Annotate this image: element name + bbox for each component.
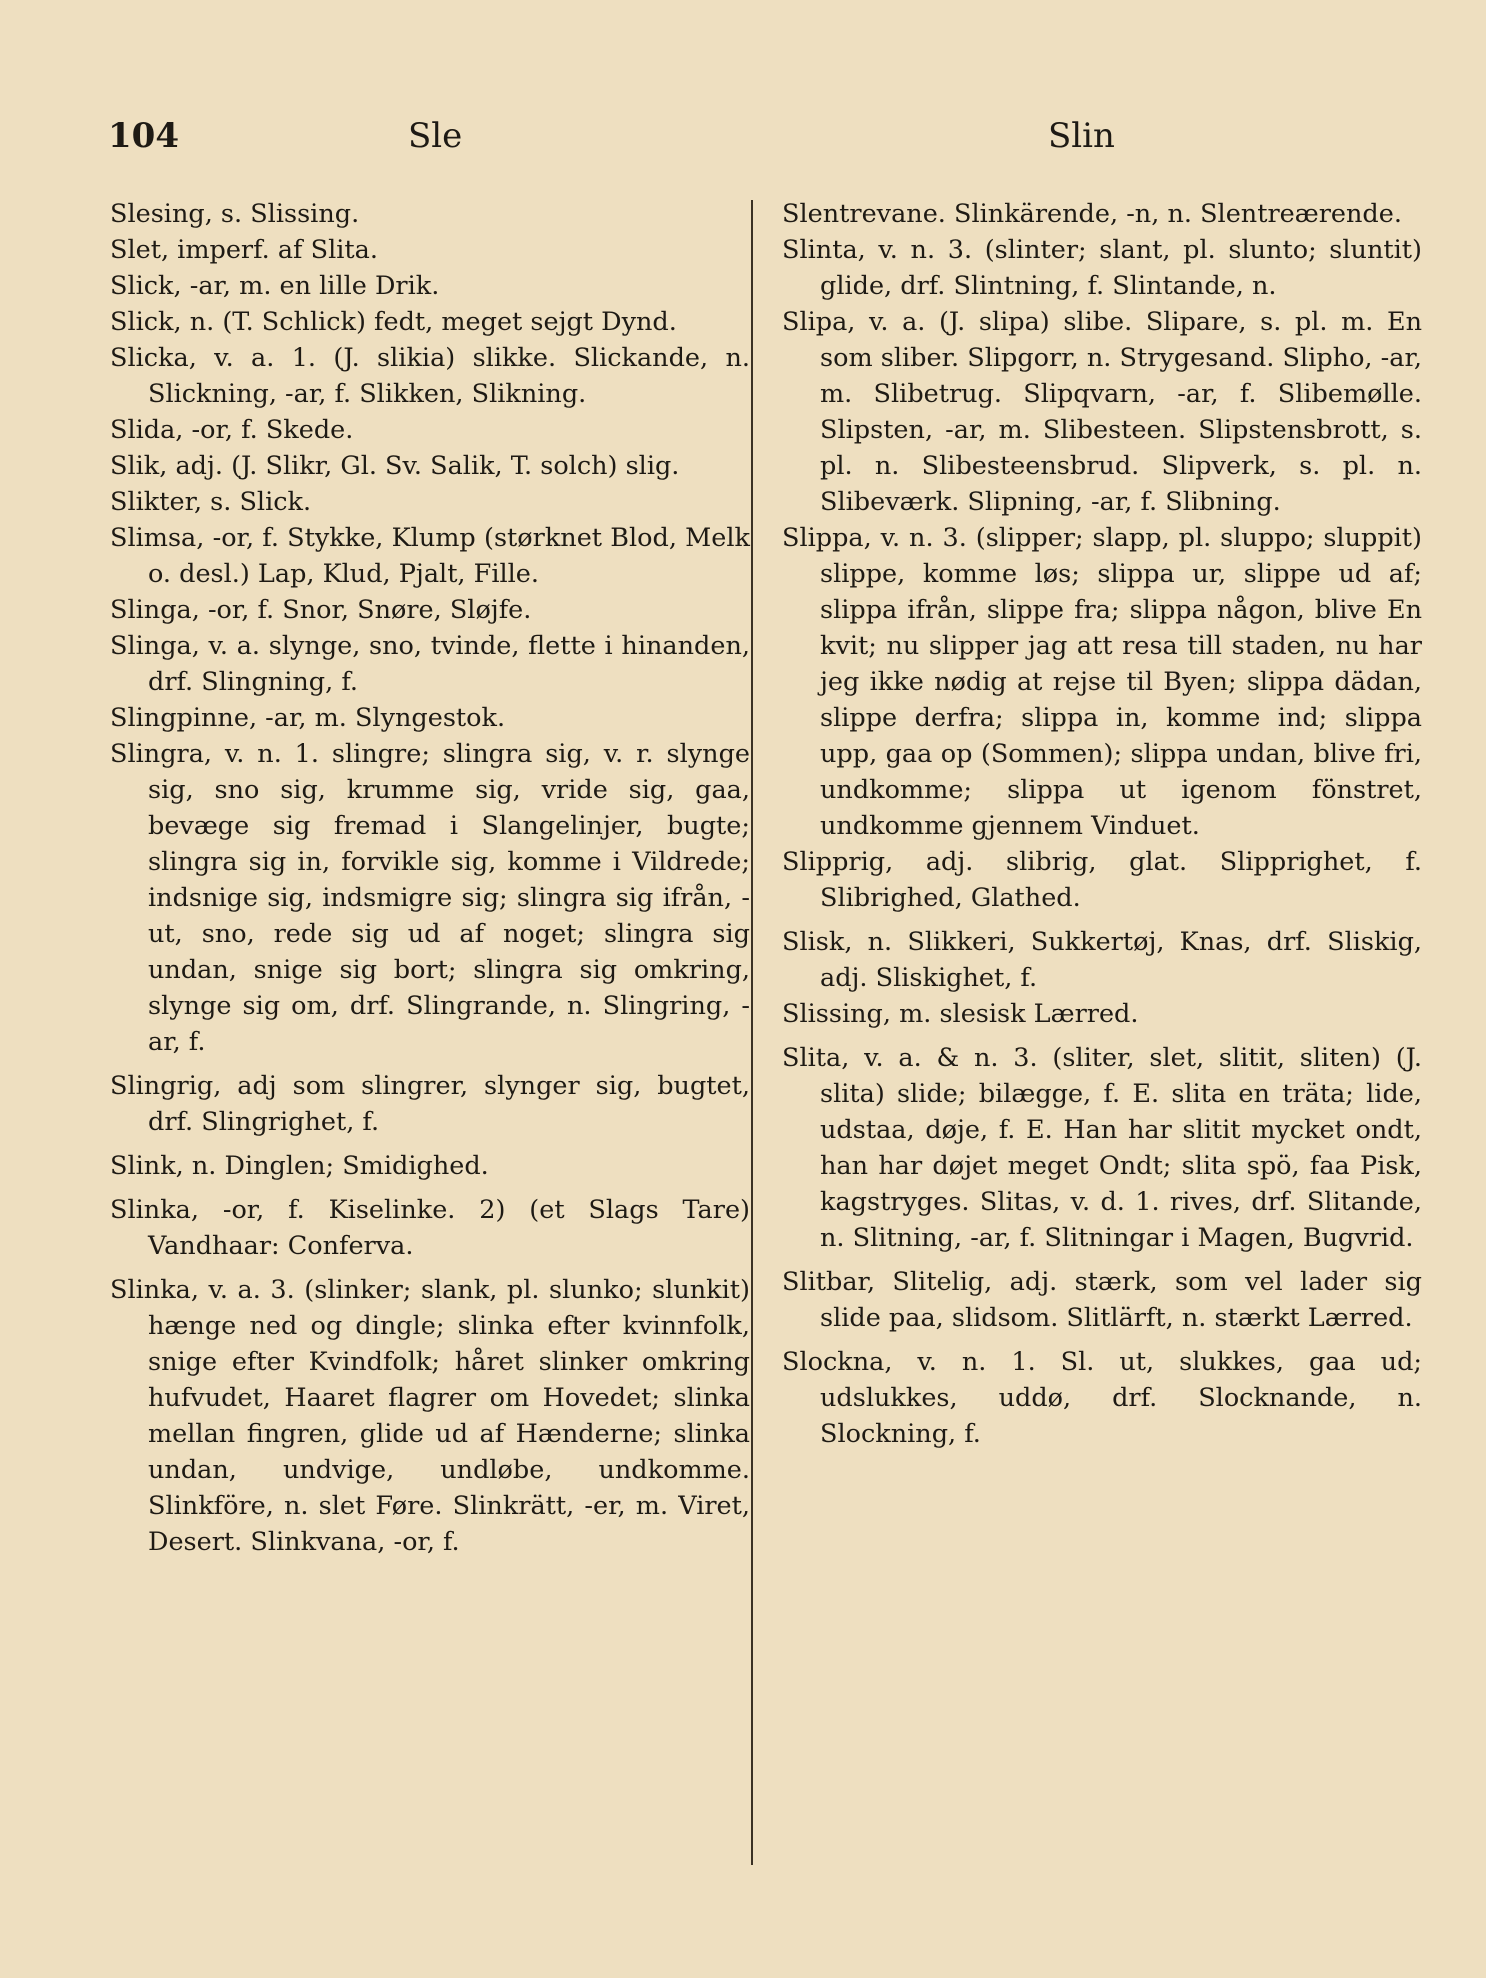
dictionary-entry: Slitbar, Slitelig, adj. stærk, som vel lader sig slide paa, slidsom. Slitlärft, n. stærkt Lærred. — [782, 1267, 1422, 1333]
dictionary-entry: Slingpinne, -ar, m. Slyngestok. — [110, 703, 506, 733]
dictionary-entry: Slinga, -or, f. Snor, Snøre, Sløjfe. — [110, 595, 532, 625]
dictionary-entry: Slinka, -or, f. Kiselinke. 2) (et Slags Tare) Vandhaar: Conferva. — [110, 1195, 750, 1261]
dictionary-entry: Slink, n. Dinglen; Smidighed. — [110, 1151, 489, 1181]
guide-word-left: Sle — [408, 116, 463, 156]
dictionary-entry: Slita, v. a. & n. 3. (sliter, slet, slitit, sliten) (J. slita) slide; bilægge, f. E. slita en träta; lide, udstaa, døje, f. E. Han har slitit mycket ondt, han har døjet meget Ondt; slita spö, faa Pisk, kagstryges. Slitas, v. d. 1. rives, drf. Slitande, n. Slitning, -ar, f. Slitningar i Magen, Bugvrid. — [782, 1043, 1422, 1253]
left-column — [110, 196, 750, 1560]
dictionary-entry: Slimsa, -or, f. Stykke, Klump (størknet Blod, Melk o. desl.) Lap, Klud, Pjalt, Fille. — [110, 523, 750, 589]
dictionary-entry: Slida, -or, f. Skede. — [110, 415, 354, 445]
dictionary-entry: Slockna, v. n. 1. Sl. ut, slukkes, gaa ud; udslukkes, uddø, drf. Slocknande, n. Slockning, f. — [782, 1347, 1422, 1449]
dictionary-entry: Slippa, v. n. 3. (slipper; slapp, pl. sluppo; sluppit) slippe, komme løs; slippa ur, slippe ud af; slippa ifrån, slippe fra; slippa någon, blive En kvit; nu slipper jag att resa till staden, nu har jeg ikke nødig at rejse til Byen; slippa dädan, slippe derfra; slippa in, komme ind; slippa upp, gaa op (Sommen); slippa undan, blive fri, undkomme; slippa ut igenom fönstret, undkomme gjennem Vinduet. — [782, 523, 1422, 841]
dictionary-entry: Slipprig, adj. slibrig, glat. Slipprighet, f. Slibrighed, Glathed. — [782, 847, 1422, 913]
column-divider — [751, 200, 753, 1865]
dictionary-entry: Slicka, v. a. 1. (J. slikia) slikke. Slickande, n. Slickning, -ar, f. Slikken, Slikning. — [110, 343, 750, 409]
dictionary-entry: Slisk, n. Slikkeri, Sukkertøj, Knas, drf. Sliskig, adj. Sliskighet, f. — [782, 927, 1422, 993]
dictionary-entry: Slikter, s. Slick. — [110, 487, 312, 517]
dictionary-entry: Slik, adj. (J. Slikr, Gl. Sv. Salik, T. solch) slig. — [110, 451, 680, 481]
dictionary-entry: Slinga, v. a. slynge, sno, tvinde, flette i hinanden, drf. Slingning, f. — [110, 631, 750, 697]
dictionary-entry: Slinta, v. n. 3. (slinter; slant, pl. slunto; sluntit) glide, drf. Slintning, f. Slintande, n. — [782, 235, 1422, 301]
dictionary-entry: Slet, imperf. af Slita. — [110, 235, 378, 265]
right-column — [782, 196, 1422, 1452]
dictionary-entry: Slesing, s. Slissing. — [110, 199, 360, 229]
guide-word-right: Slin — [1048, 116, 1115, 156]
dictionary-entry: Slick, -ar, m. en lille Drik. — [110, 271, 440, 301]
page-number: 104 — [108, 116, 179, 156]
dictionary-entry: Slingra, v. n. 1. slingre; slingra sig, v. r. slynge sig, sno sig, krumme sig, vride sig, gaa, bevæge sig fremad i Slangelinjer, bugte; slingra sig in, forvikle sig, komme i Vildrede; indsnige sig, indsmigre sig; slingra sig ifrån, -ut, sno, rede sig ud af noget; slingra sig undan, snige sig bort; slingra sig omkring, slynge sig om, drf. Slingrande, n. Slingring, -ar, f. — [110, 739, 750, 1057]
dictionary-entry: Slingrig, adj som slingrer, slynger sig, bugtet, drf. Slingrighet, f. — [110, 1071, 750, 1137]
dictionary-entry: Slentrevane. Slinkärende, -n, n. Slentreærende. — [782, 199, 1402, 229]
dictionary-entry: Slipa, v. a. (J. slipa) slibe. Slipare, s. pl. m. En som sliber. Slipgorr, n. Strygesand. Slipho, -ar, m. Slibetrug. Slipqvarn, -ar, f. Slibemølle. Slipsten, -ar, m. Slibesteen. Slipstensbrott, s. pl. n. Slibesteensbrud. Slipverk, s. pl. n. Slibeværk. Slipning, -ar, f. Slibning. — [782, 307, 1422, 517]
dictionary-entry: Slick, n. (T. Schlick) fedt, meget sejgt Dynd. — [110, 307, 677, 337]
running-header — [0, 116, 1486, 166]
dictionary-entry: Slinka, v. a. 3. (slinker; slank, pl. slunko; slunkit) hænge ned og dingle; slinka efter kvinnfolk, snige efter Kvindfolk; håret slinker omkring hufvudet, Haaret flagrer om Hovedet; slinka mellan fingren, glide ud af Hænderne; slinka undan, undvige, undløbe, undkomme. Slinkföre, n. slet Føre. Slinkrätt, -er, m. Viret, Desert. Slinkvana, -or, f. — [110, 1275, 750, 1557]
dictionary-entry: Slissing, m. slesisk Lærred. — [782, 999, 1139, 1029]
